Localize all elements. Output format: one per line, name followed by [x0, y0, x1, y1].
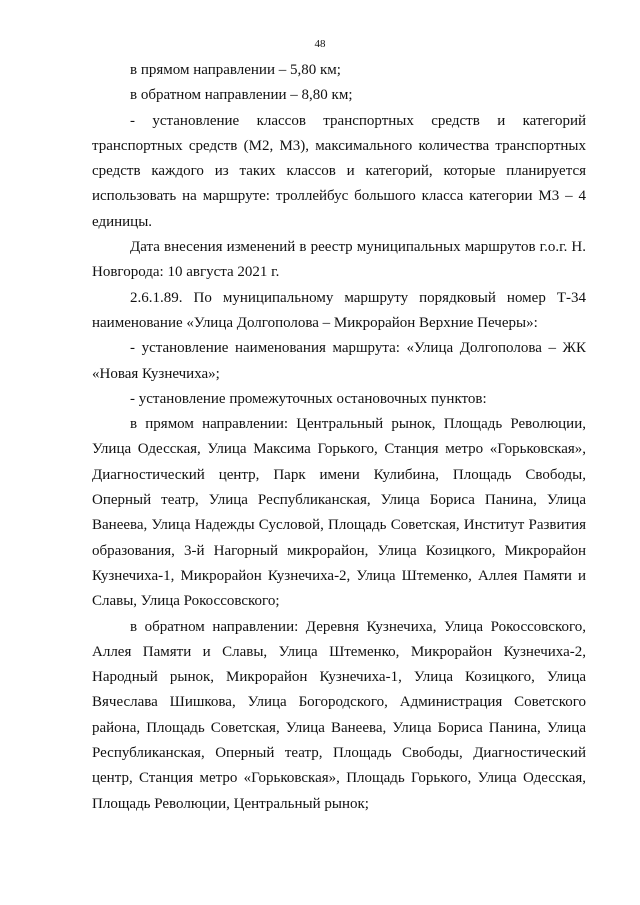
paragraph-route-t34: 2.6.1.89. По муниципальному маршруту порядковый номер Т-34 наименование «Улица Долгополова – Микрорайон Верхние Печеры»: — [92, 289, 586, 331]
paragraph-intermediate-stops: - установление промежуточных остановочных пунктов: — [130, 390, 487, 407]
paragraph-reverse-length: в обратном направлении – 8,80 км; — [130, 87, 353, 104]
page-number: 48 — [314, 38, 326, 50]
paragraph-vehicle-classes: - установление классов транспортных средств и категорий транспортных средств (М2, М3), максимального количества транспортных средств каждого из таких классов и категорий, которые планируется использовать на маршруте: троллейбус большого класса категории М3 – 4 единицы. — [92, 112, 586, 230]
paragraph-reverse-stops: в обратном направлении: Деревня Кузнечиха, Улица Рокоссовского, Аллея Памяти и Славы, Улица Штеменко, Микрорайон Кузнечиха-2, Народный рынок, Микрорайон Кузнечиха-1, Улица Козицкого, Улица Вячеслава Шишкова, Улица Богородского, Администрация Советского района, Площадь Советская, Улица Ванеева, Улица Бориса Панина, Улица Республиканская, Оперный театр, Площадь Свободы, Диагностический центр, Станция метро «Горьковская», Площадь Горького, Улица Одесская, Площадь Революции, Центральный рынок; — [92, 618, 586, 812]
paragraph-forward-length: в прямом направлении – 5,80 км; — [130, 62, 341, 78]
paragraph-route-name: - установление наименования маршрута: «Улица Долгополова – ЖК «Новая Кузнечиха»; — [92, 340, 586, 382]
paragraph-forward-stops: в прямом направлении: Центральный рынок, Площадь Революции, Улица Одесская, Улица Максима Горького, Станция метро «Горьковская», Диагностический центр, Парк имени Кулибина, Площадь Свободы, Оперный театр, Улица Республиканская, Улица Бориса Панина, Улица Ванеева, Улица Надежды Сусловой, Площадь Советская, Институт Развития образования, 3-й Нагорный микрорайон, Улица Козицкого, Микрорайон Кузнечиха-1, Микрорайон Кузнечиха-2, Улица Штеменко, Аллея Памяти и Славы, Улица Рокоссовского; — [92, 416, 586, 610]
paragraph-registry-date: Дата внесения изменений в реестр муниципальных маршрутов г.о.г. Н. Новгорода: 10 августа 2021 г. — [92, 239, 586, 281]
document-body — [92, 58, 586, 817]
